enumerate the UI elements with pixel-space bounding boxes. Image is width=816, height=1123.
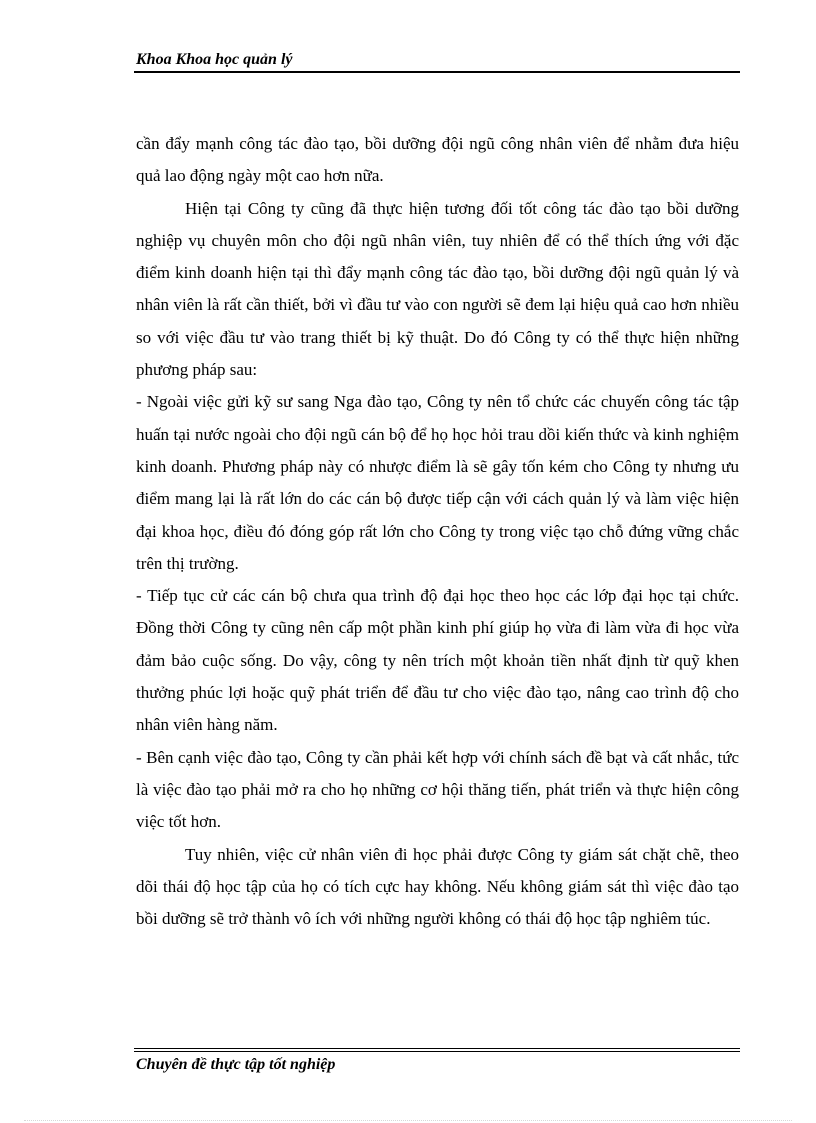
paragraph-continuation: cần đẩy mạnh công tác đào tạo, bồi dưỡng đội ngũ công nhân viên để nhằm đưa hiệu quả lao động ngày một cao hơn nữa.: [136, 134, 739, 186]
paragraph-intro: Hiện tại Công ty cũng đã thực hiện tương đối tốt công tác đào tạo bồi dưỡng nghiệp vụ chuyên môn cho đội ngũ nhân viên, tuy nhiên để có thể thích ứng với đặc điểm kinh doanh hiện tại thì đẩy mạnh công tác đào tạo, bồi dưỡng đội ngũ quản lý và nhân viên là rất cần thiết, bởi vì đầu tư vào con người sẽ đem lại hiệu quả cao hơn nhiều so với việc đầu tư vào trang thiết bị kỹ thuật. Do đó Công ty có thể thực hiện những phương pháp sau:: [136, 198, 739, 380]
header-divider: [134, 71, 740, 73]
paragraph-bullet-university: - Tiếp tục cử các cán bộ chưa qua trình độ đại học theo học các lớp đại học tại chức. Đồng thời Công ty cũng nên cấp một phần kinh phí giúp họ vừa đi làm vừa đi học vừa đảm bảo cuộc sống. Do vậy, công ty nên trích một khoản tiền nhất định từ quỹ khen thưởng phúc lợi hoặc quỹ phát triển để đầu tư cho việc đào tạo, nâng cao trình độ cho nhân viên hàng năm.: [136, 586, 739, 735]
page-header-title: Khoa Khoa học quản lý: [136, 51, 293, 68]
page-footer-title: Chuyên đề thực tập tốt nghiệp: [136, 1056, 336, 1073]
footer-divider-top: [134, 1048, 740, 1049]
page-edge-line: [24, 1120, 792, 1121]
footer-divider-bottom: [134, 1051, 740, 1052]
paragraph-bullet-promotion: - Bên cạnh việc đào tạo, Công ty cần phải kết hợp với chính sách đề bạt và cất nhắc, tức là việc đào tạo phải mở ra cho họ những cơ hội thăng tiến, phát triển và thực hiện công việc tốt hơn.: [136, 747, 739, 832]
document-body: [136, 128, 739, 935]
paragraph-bullet-training-abroad: - Ngoài việc gửi kỹ sư sang Nga đào tạo, Công ty nên tổ chức các chuyến công tác tập huấn tại nước ngoài cho đội ngũ cán bộ để họ học hỏi trau dồi kiến thức và kinh nghiệm kinh doanh. Phương pháp này có nhược điểm là sẽ gây tốn kém cho Công ty nhưng ưu điểm mang lại là rất lớn do các cán bộ được tiếp cận với cách quản lý và làm việc hiện đại khoa học, điều đó đóng góp rất lớn cho Công ty trong việc tạo chỗ đứng vững chắc trên thị trường.: [136, 392, 739, 573]
paragraph-conclusion: Tuy nhiên, việc cử nhân viên đi học phải được Công ty giám sát chặt chẽ, theo dõi thái độ học tập của họ có tích cực hay không. Nếu không giám sát thì việc đào tạo bồi dưỡng sẽ trở thành vô ích với những người không có thái độ học tập nghiêm túc.: [136, 844, 739, 929]
